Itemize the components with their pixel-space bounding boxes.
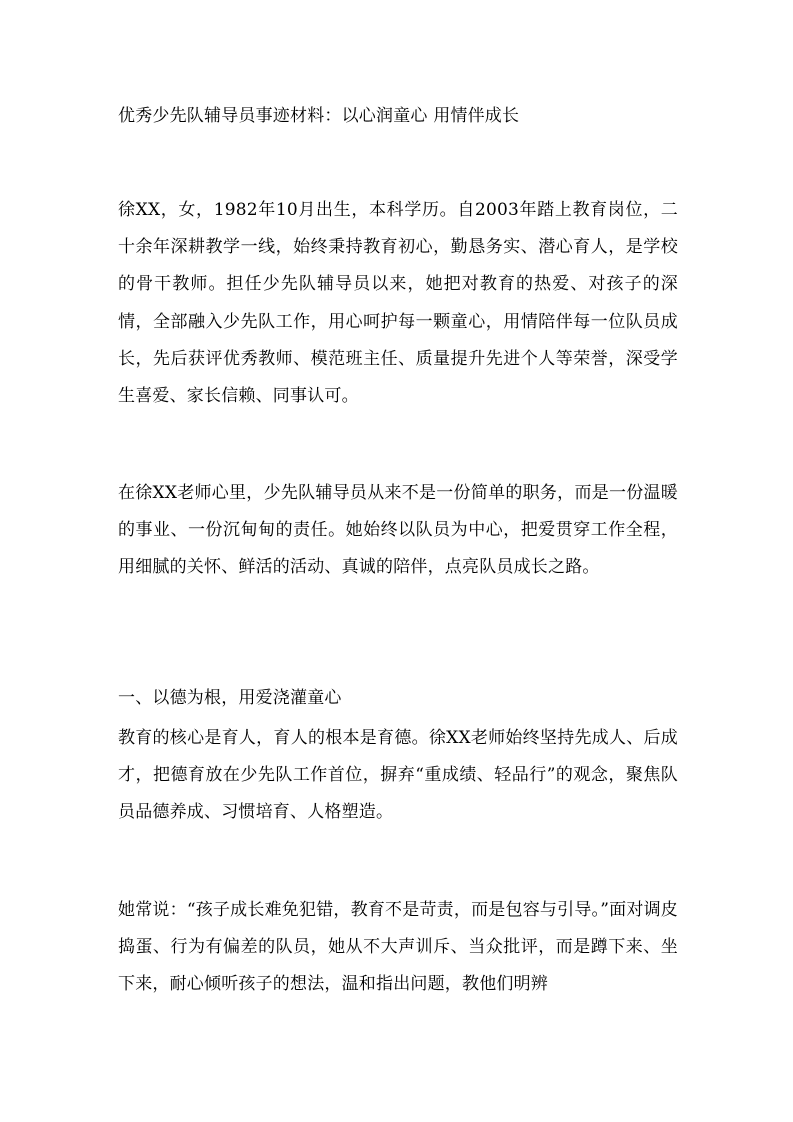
document-title: 优秀少先队辅导员事迹材料：以心润童心 用情伴成长 — [118, 106, 520, 126]
intro-paragraph: 徐XX，女，1982年10月出生，本科学历。自2003年踏上教育岗位，二十余年深耕教学一线，始终秉持教育初心，勤恳务实、潜心育人，是学校的骨干教师。担任少先队辅导员以来，她把对教育的热爱、对孩子的深情，全部融入少先队工作，用心呵护每一颗童心，用情陪伴每一位队员成长，先后获评优秀教师、模范班主任、质量提升先进个人等荣誉，深受学生喜爱、家长信赖、同事认可。 — [118, 200, 678, 407]
section-paragraph: 教育的核心是育人，育人的根本是育德。徐XX老师始终坚持先成人、后成才，把德育放在少先队工作首位，摒弃“重成绩、轻品行”的观念，聚焦队员品德养成、习惯培育、人格塑造。 — [118, 728, 678, 823]
section-paragraph: 她常说：“孩子成长难免犯错，教育不是苛责，而是包容与引导。”面对调皮捣蛋、行为有偏差的队员，她从不大声训斥、当众批评，而是蹲下来、坐下来，耐心倾听孩子的想法，温和指出问题，教他们明辨 — [118, 900, 678, 995]
section-heading: 一、以德为根，用爱浇灌童心 — [118, 688, 342, 708]
role-paragraph: 在徐XX老师心里，少先队辅导员从来不是一份简单的职务，而是一份温暖的事业、一份沉甸甸的责任。她始终以队员为中心，把爱贯穿工作全程，用细腻的关怀、鲜活的活动、真诚的陪伴，点亮队员成长之路。 — [118, 483, 678, 578]
